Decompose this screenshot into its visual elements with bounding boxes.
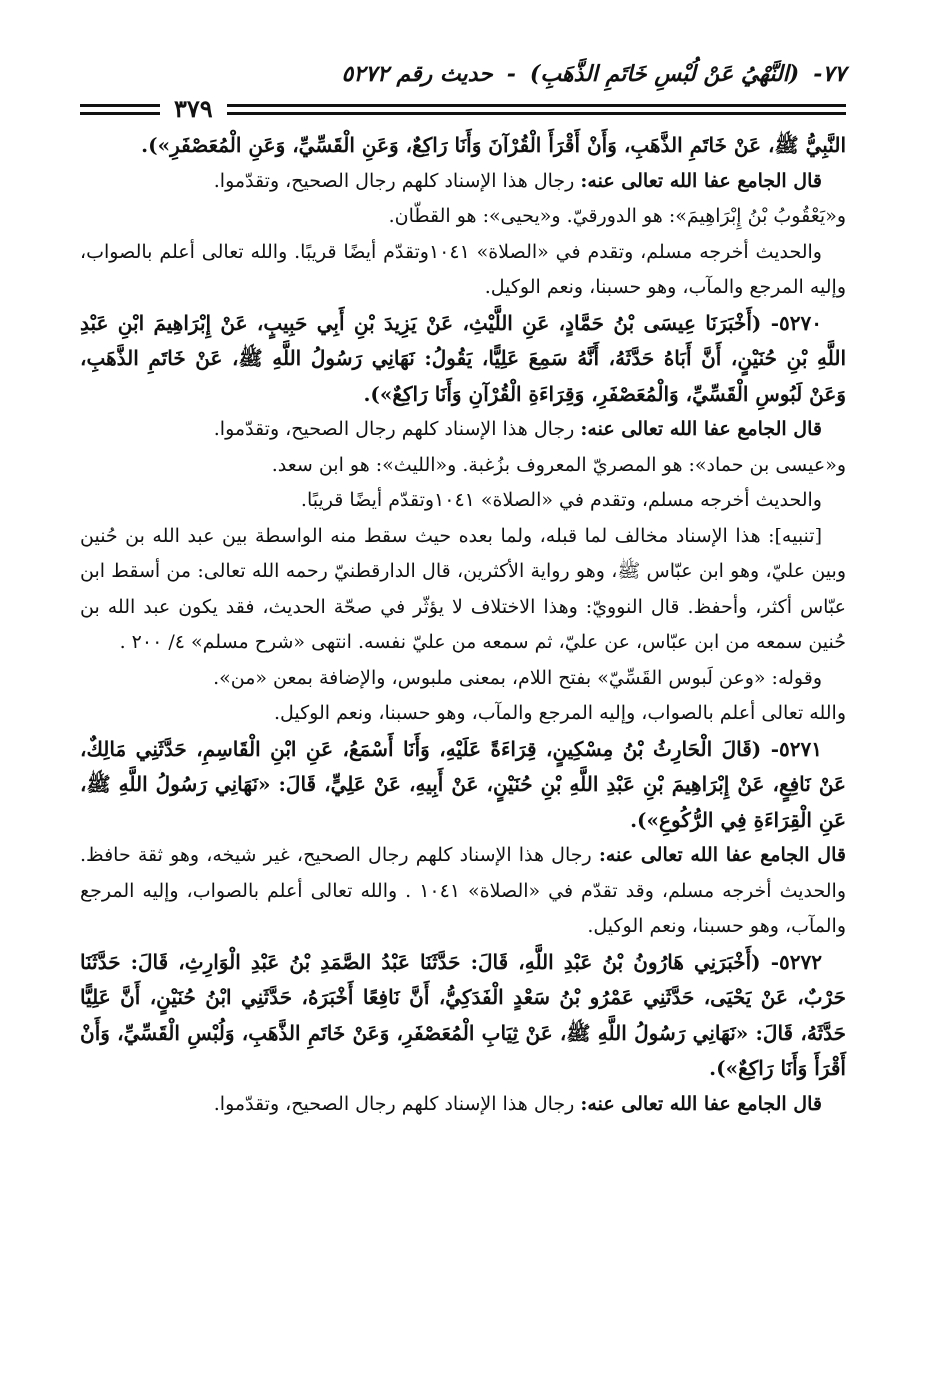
paragraph-text: رجال هذا الإسناد كلهم رجال الصحيح، غير شيخه، وهو ثقة حافظ. والحديث أخرجه مسلم، وقد تقدّم في «الصلاة» ١٠٤١ . والله تعالى أعلم بالصواب، وإليه المرجع والمآب، وهو حسبنا، ونعم الوكيل. — [80, 844, 846, 937]
paragraph-text: و«عيسى بن حماد»: هو المصريّ المعروف بزُغبة. و«الليث»: هو ابن سعد. — [271, 453, 846, 476]
commentary-paragraph — [80, 838, 846, 945]
body-paragraph — [80, 696, 846, 732]
header-separator: - — [506, 61, 516, 87]
commentary-lead: قال الجامع عفا الله تعالى عنه: — [598, 844, 846, 866]
paragraph-text: والحديث أخرجه مسلم، وتقدم في «الصلاة» ١٠٤١وتقدّم أيضًا قريبًا. — [300, 489, 822, 511]
hadith-paragraph — [80, 945, 846, 1087]
body-paragraph — [80, 483, 846, 519]
hadith-reference: حديث رقم ٥٢٧٢ — [341, 61, 493, 87]
body-paragraph — [80, 448, 846, 484]
chapter-title: (النَّهْيُ عَنْ لُبْسِ خَاتَمِ الذَّهَبِ) — [529, 61, 800, 87]
body-paragraph — [80, 199, 846, 235]
commentary-lead: قال الجامع عفا الله تعالى عنه: — [580, 1092, 822, 1115]
hadith-paragraph — [80, 306, 846, 413]
page-number: ٣٧٩ — [174, 94, 213, 123]
body-paragraph — [80, 661, 846, 697]
paragraph-text: وقوله: «وعن لَبوس القَسِّيّ» بفتح اللام، بمعنى ملبوس، والإضافة بمعن «من». — [213, 666, 822, 689]
double-rule-short — [80, 104, 160, 115]
chapter-number: ٧٧- — [813, 61, 846, 87]
paragraph-text: والحديث أخرجه مسلم، وتقدم في «الصلاة» ١٠٤١وتقدّم أيضًا قريبًا. والله تعالى أعلم بالصواب، وإليه المرجع والمآب، وهو حسبنا، ونعم الوكيل. — [80, 240, 846, 298]
commentary-paragraph — [80, 164, 846, 200]
paragraph-text: النَّبِيُّ ﷺ، عَنْ خَاتَمِ الذَّهَبِ، وَأَنْ أَقْرَأَ الْقُرْآنَ وَأَنَا رَاكِعٌ، وَعَنِ الْقَسِّيِّ، وَعَنِ الْمُعَصْفَرِ»). — [141, 133, 846, 157]
paragraph-text: ٥٢٧٢- (أَخْبَرَنِي هَارُونُ بْنُ عَبْدِ اللَّهِ، قَالَ: حَدَّثَنَا عَبْدُ الصَّمَدِ بْنُ عَبْدِ الْوَارِثِ، قَالَ: حَدَّثَنَا حَرْبٌ، عَنْ يَحْيَى، حَدَّثَنِي عَمْرُو بْنُ سَعْدٍ الْفَدَكِيُّ، أَنَّ نَافِعًا أَخْبَرَهُ، حَدَّثَنِي ابْنُ حُنَيْنٍ، أَنَّ عَلِيًّا حَدَّثَهُ، قَالَ: «نَهَانِي رَسُولُ اللَّهِ ﷺ، عَنْ ثِيَابِ الْمُعَصْفَرِ، وَعَنْ خَاتَمِ الذَّهَبِ، وَلُبْسِ الْقَسِّيِّ، وَأَنْ أَقْرَأَ وَأَنَا رَاكِعٌ»). — [80, 949, 846, 1080]
commentary-paragraph — [80, 1087, 846, 1123]
body-text — [80, 128, 846, 1122]
running-header — [80, 56, 846, 92]
double-rule-long — [227, 104, 846, 115]
commentary-lead: قال الجامع عفا الله تعالى عنه: — [580, 418, 822, 440]
hadith-paragraph — [80, 128, 846, 164]
hadith-paragraph — [80, 732, 846, 839]
body-paragraph — [80, 235, 846, 306]
paragraph-text: و«يَعْقُوبُ بْنُ إِبْرَاهِيمَ»: هو الدورقيّ. و«يحيى»: هو القطّان. — [388, 205, 846, 227]
commentary-lead: قال الجامع عفا الله تعالى عنه: — [580, 169, 822, 192]
paragraph-text: ٥٢٧٠- (أَخْبَرَنَا عِيسَى بْنُ حَمَّادٍ، عَنِ اللَّيْثِ، عَنْ يَزِيدَ بْنِ أَبِي حَبِيبٍ، عَنْ إِبْرَاهِيمَ ابْنِ عَبْدِ اللَّهِ بْنِ حُنَيْنٍ، أَنَّ أَبَاهُ حَدَّثَهُ، أَنَّهُ سَمِعَ عَلِيًّا، يَقُولُ: نَهَانِي رَسُولُ اللَّهِ ﷺ، عَنْ خَاتَمِ الذَّهَبِ، وَعَنْ لَبُوسِ الْقَسِّيِّ، وَالْمُعَصْفَرِ، وَقِرَاءَةِ الْقُرْآنِ وَأَنَا رَاكِعٌ»). — [80, 310, 846, 406]
paragraph-text: [تنبيه]: هذا الإسناد مخالف لما قبله، ولما بعده حيث سقط منه الواسطة بين عبد الله بن حُنين وبين عليّ، وهو ابن عبّاس ﷺ، وهو رواية الأكثرين، قال الدارقطنيّ رحمه الله تعالى: من أسقط ابن عبّاس أكثر، وأحفظ. قال النوويّ: وهذا الاختلاف لا يؤثّر في صحّة الحديث، فقد يكون عبد الله بن حُنين سمعه من ابن عبّاس، عن عليّ، ثم سمعه من عليّ نفسه. انتهى «شرح مسلم» ٤/ ٢٠٠ . — [80, 524, 846, 653]
paragraph-text: رجال هذا الإسناد كلهم رجال الصحيح، وتقدّموا. — [213, 418, 581, 440]
paragraph-text: رجال هذا الإسناد كلهم رجال الصحيح، وتقدّموا. — [213, 169, 581, 192]
paragraph-text: والله تعالى أعلم بالصواب، وإليه المرجع والمآب، وهو حسبنا، ونعم الوكيل. — [273, 702, 846, 724]
paragraph-text: رجال هذا الإسناد كلهم رجال الصحيح، وتقدّموا. — [213, 1092, 581, 1115]
paragraph-text: ٥٢٧١- (قَالَ الْحَارِثُ بْنُ مِسْكِينٍ، قِرَاءَةً عَلَيْهِ، وَأَنَا أَسْمَعُ، عَنِ ابْنِ الْقَاسِمِ، حَدَّثَنِي مَالِكٌ، عَنْ نَافِعٍ، عَنْ إِبْرَاهِيمَ بْنِ عَبْدِ اللَّهِ بْنِ حُنَيْنٍ، عَنْ أَبِيهِ، عَنْ عَلِيٍّ، قَالَ: «نَهَانِي رَسُولُ اللَّهِ ﷺ، عَنِ الْقِرَاءَةِ فِي الرُّكُوعِ»). — [80, 736, 846, 832]
commentary-paragraph — [80, 412, 846, 448]
header-rule — [80, 96, 846, 122]
body-paragraph — [80, 519, 846, 661]
